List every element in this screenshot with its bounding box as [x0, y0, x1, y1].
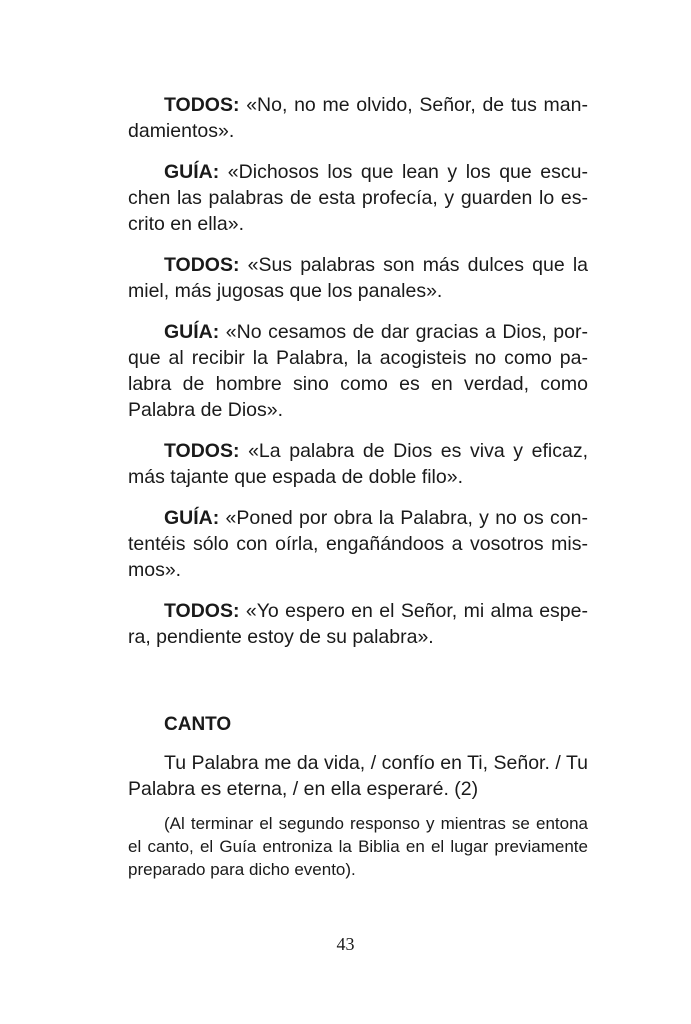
- dialogue-line: [128, 252, 588, 304]
- speaker-label: TODOS:: [164, 254, 240, 276]
- speaker-label: TODOS:: [164, 94, 240, 116]
- canto-heading: CANTO: [164, 714, 232, 735]
- dialogue-text: «Sus palabras son más dulces que la miel, más jugosas que los panales».: [128, 254, 588, 302]
- dialogue-text: «Dichosos los que lean y los que escuchen las palabras de esta profecía, y guarden lo escrito en ella».: [128, 161, 588, 235]
- dialogue-line: [128, 159, 588, 237]
- dialogue-text: «No cesamos de dar gracias a Dios, porque al recibir la Palabra, la acogisteis no como palabra de hombre sino como es en verdad, como Palabra de Dios».: [128, 321, 588, 421]
- dialogue-line: [128, 598, 588, 650]
- dialogue-text: «Poned por obra la Palabra, y no os contentéis sólo con oírla, engañándoos a vosotros mismos».: [128, 507, 588, 581]
- dialogue-text: «La palabra de Dios es viva y eficaz, más tajante que espada de doble filo».: [128, 440, 588, 488]
- page-number: 43: [336, 934, 355, 954]
- speaker-label: TODOS:: [164, 440, 240, 462]
- speaker-label: GUÍA:: [164, 161, 220, 183]
- dialogue-text: «Yo espero en el Señor, mi alma espera, pendiente estoy de su palabra».: [128, 600, 588, 648]
- canto-rubric: (Al terminar el segundo responso y mientras se entona el canto, el Guía entroniza la Biblia en el lugar previamente preparado para dicho evento).: [128, 814, 588, 879]
- dialogue-line: [128, 92, 588, 144]
- dialogue-text: «No, no me olvido, Señor, de tus mandamientos».: [128, 94, 588, 142]
- dialogue-line: [128, 505, 588, 583]
- canto-lyrics: Tu Palabra me da vida, / confío en Ti, Señor. / Tu Palabra es eterna, / en ella esperaré. (2): [128, 752, 588, 800]
- speaker-label: TODOS:: [164, 600, 240, 622]
- dialogue-line: [128, 319, 588, 423]
- speaker-label: GUÍA:: [164, 321, 220, 343]
- speaker-label: GUÍA:: [164, 507, 220, 529]
- dialogue-line: [128, 438, 588, 490]
- page-body: [128, 92, 588, 881]
